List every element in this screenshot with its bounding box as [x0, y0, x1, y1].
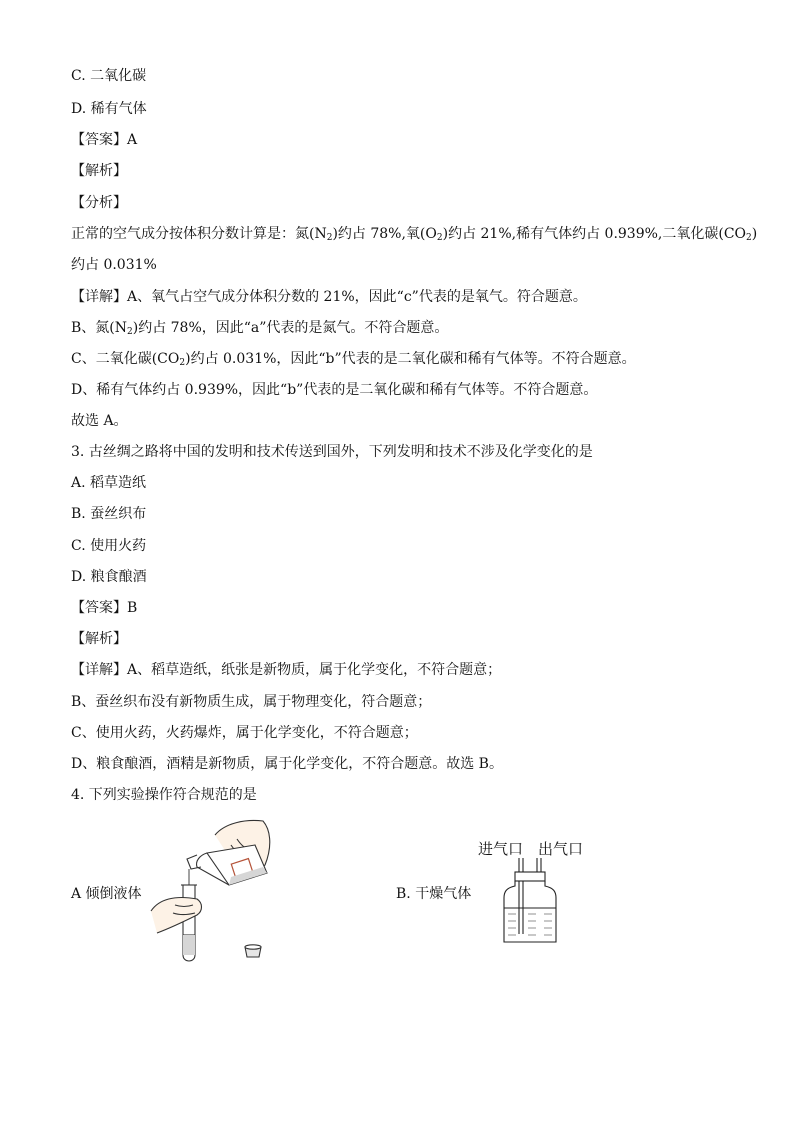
- q3-detail-a: 【详解】A、稻草造纸，纸张是新物质，属于化学变化，不符合题意；: [71, 662, 502, 678]
- analysis-line-1: [71, 225, 757, 243]
- q3-option-d: D. 粮食酿酒: [71, 569, 147, 585]
- analysis-text: ): [751, 226, 758, 242]
- gas-washing-bottle-illustration: [500, 858, 560, 948]
- q3-detail-b: B、蚕丝织布没有新物质生成，属于物理变化，符合题意；: [71, 694, 432, 710]
- detail-text: C、二氧化碳(CO: [71, 351, 180, 367]
- detail-text: B、氮(N: [71, 320, 127, 336]
- analysis-line-2: 约占 0.031%: [71, 257, 157, 273]
- detail-text: )约占 0.031%，因此“b”代表的是二氧化碳和稀有气体等。不符合题意。: [185, 351, 636, 367]
- q3-stem: 3. 古丝绸之路将中国的发明和技术传送到国外，下列发明和技术不涉及化学变化的是: [71, 444, 593, 460]
- option-text: 稀有气体: [90, 101, 147, 117]
- subscript: 2: [436, 233, 443, 243]
- subscript: 2: [326, 233, 333, 243]
- inlet-label: 进气口: [478, 840, 524, 858]
- analysis-label: 【分析】: [71, 195, 127, 211]
- option-letter: D.: [71, 101, 87, 117]
- q3-option-b: B. 蚕丝织布: [71, 506, 147, 522]
- detail-text: )约占 78%，因此“a”代表的是氮气。不符合题意。: [132, 320, 449, 336]
- option-c: [71, 67, 146, 85]
- detail-b: [71, 319, 448, 337]
- subscript: 2: [746, 233, 752, 243]
- answer: 【答案】A: [71, 132, 138, 148]
- subscript: 2: [127, 327, 133, 337]
- q3-option-a: A. 稻草造纸: [71, 475, 147, 491]
- q3-answer: 【答案】B: [71, 600, 138, 616]
- option-text: 二氧化碳: [90, 68, 147, 84]
- conclusion: 故选 A。: [71, 413, 128, 429]
- pouring-liquid-illustration: [145, 815, 280, 965]
- q3-explanation-label: 【解析】: [71, 631, 127, 647]
- q3-detail-d: D、粮食酿酒，酒精是新物质，属于化学变化，不符合题意。故选 B。: [71, 756, 503, 772]
- detail-a: 【详解】A、氧气占空气成分体积分数的 21%，因此“c”代表的是氧气。符合题意。: [71, 289, 587, 305]
- detail-c: [71, 350, 636, 368]
- q3-option-c: C. 使用火药: [71, 538, 147, 554]
- detail-d: D、稀有气体约占 0.939%，因此“b”代表的是二氧化碳和稀有气体等。不符合题意。: [71, 382, 598, 398]
- analysis-text: )约占 21%,稀有气体约占 0.939%,二氧化碳(CO: [442, 226, 747, 242]
- q4-option-b-label: B. 干燥气体: [396, 886, 472, 902]
- analysis-text: 正常的空气成分按体积分数计算是：氮(N: [71, 226, 327, 242]
- option-d: [71, 100, 147, 118]
- explanation-label: 【解析】: [71, 163, 127, 179]
- q4-option-a-label: A 倾倒液体: [71, 886, 142, 902]
- outlet-label: 出气口: [538, 840, 584, 858]
- option-letter: C.: [71, 68, 86, 84]
- analysis-text: )约占 78%,氧(O: [332, 226, 437, 242]
- subscript: 2: [179, 358, 186, 368]
- q4-stem: 4. 下列实验操作符合规范的是: [71, 787, 257, 803]
- q3-detail-c: C、使用火药，火药爆炸，属于化学变化，不符合题意；: [71, 725, 418, 741]
